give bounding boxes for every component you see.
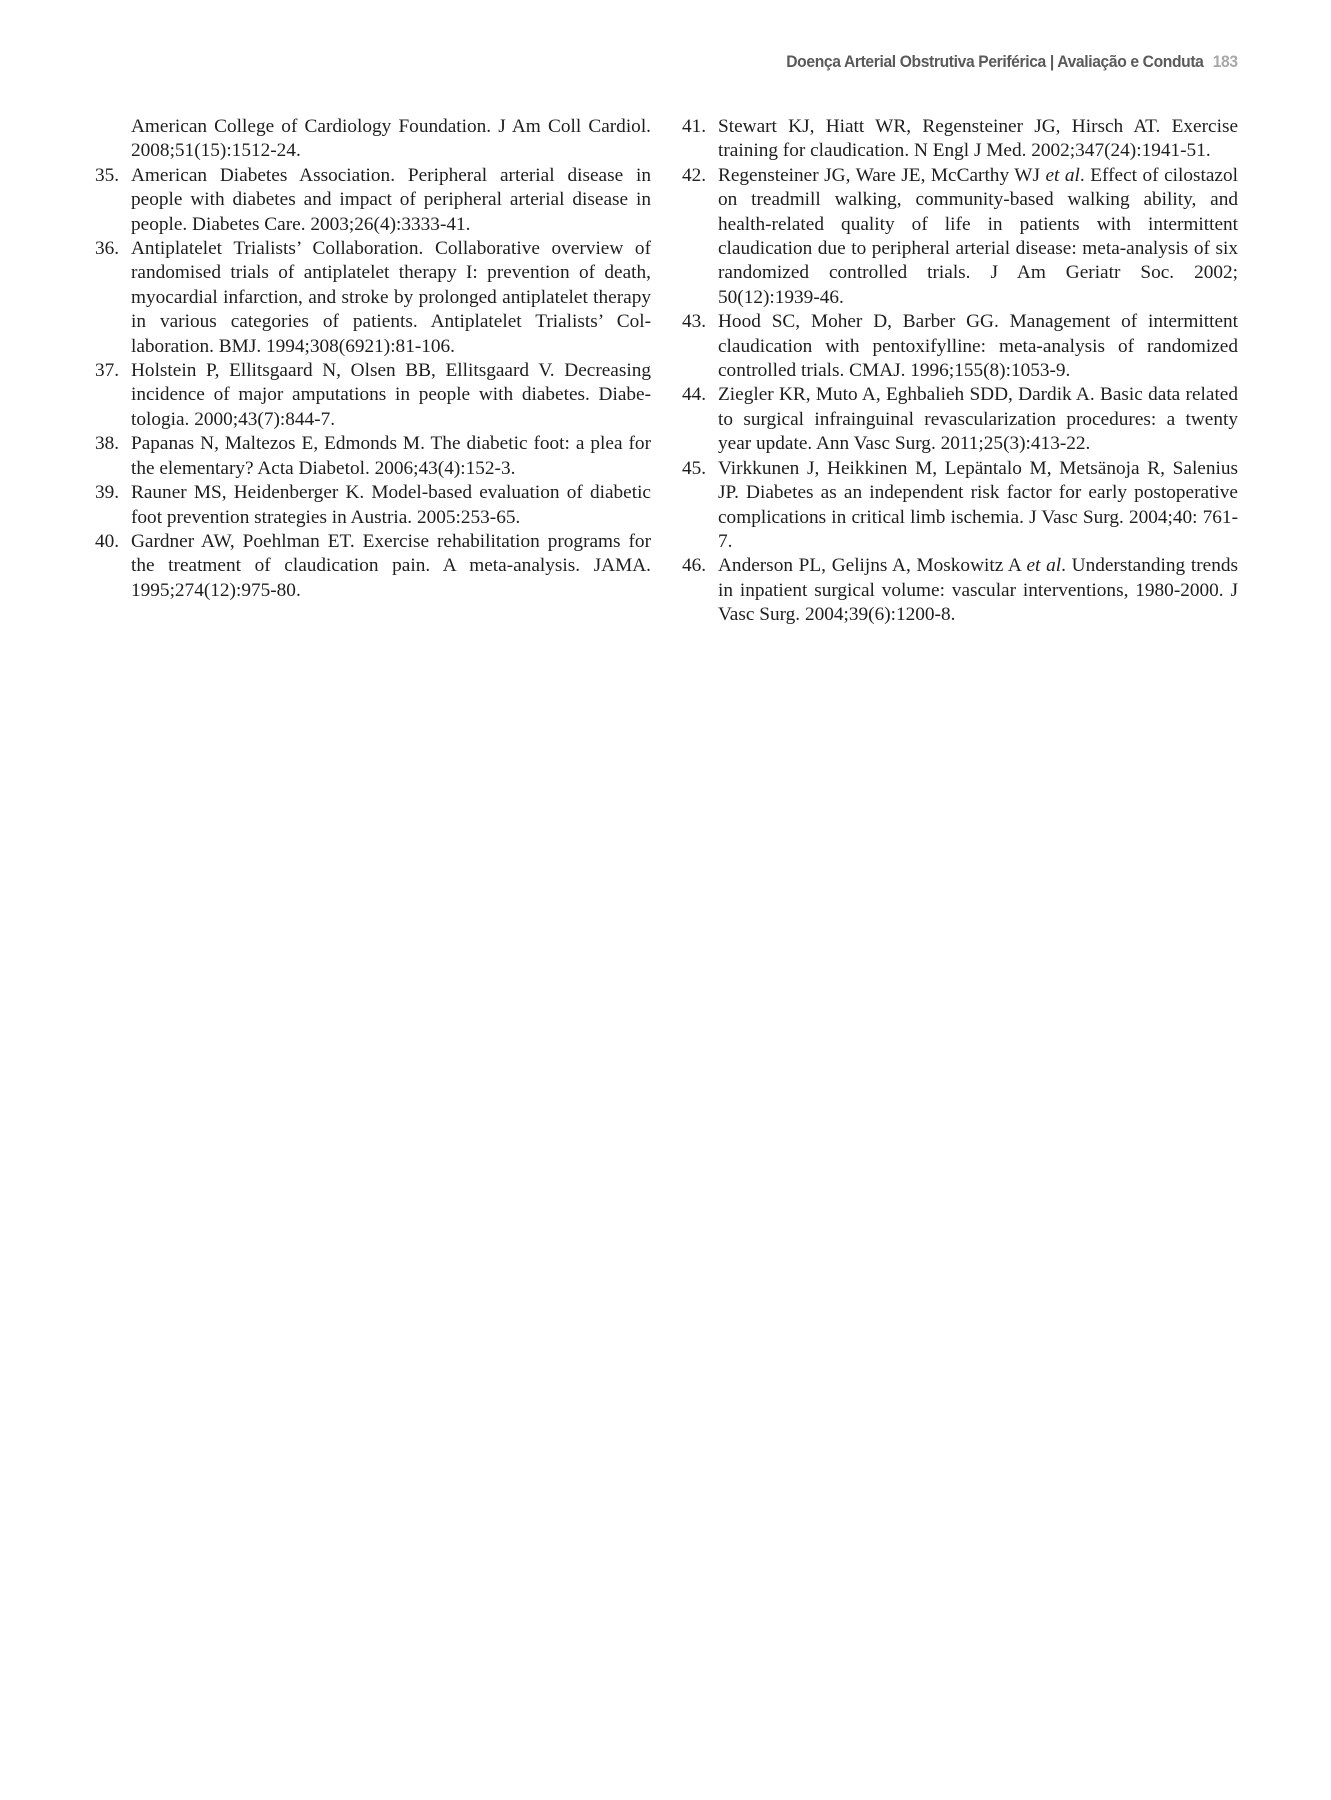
- reference-text: American College of Cardiology Foundation. J Am Coll Cardiol. 2008;51(15):1512-24.: [131, 116, 651, 162]
- reference-number: 44.: [682, 384, 707, 406]
- reference-item: [95, 359, 651, 432]
- reference-item: [95, 481, 651, 530]
- page-number: 183: [1213, 52, 1238, 71]
- reference-text: . Effect of cilostazol on treadmill walking, community-based walking ability, and health-related quality of life in patients with intermittent claudication due to peripheral arterial disease: meta-analysis of six randomized controlled trials. J Am Geriatr Soc. 2002; 50(12):1939-46.: [718, 164, 1238, 308]
- reference-italic: et al: [1045, 164, 1080, 186]
- reference-number: 40.: [95, 530, 120, 552]
- reference-item: [682, 164, 1238, 310]
- running-header: [787, 52, 1238, 72]
- reference-text: Virkkunen J, Heikkinen M, Lepäntalo M, Metsänoja R, Salenius JP. Diabetes as an independent risk factor for early postoperative complications in critical limb ischemia. J Vasc Surg. 2004;40: 761-7.: [718, 457, 1238, 552]
- reference-number: 37.: [95, 360, 120, 382]
- reference-item: [95, 237, 651, 359]
- reference-number: 35.: [95, 164, 120, 186]
- reference-item: [682, 554, 1238, 627]
- reference-number: 46.: [682, 555, 707, 577]
- references-column-left: [95, 115, 651, 603]
- reference-italic: et al: [1026, 555, 1062, 577]
- reference-item: [682, 310, 1238, 383]
- reference-text: Gardner AW, Poehlman ET. Exercise rehabilitation programs for the treatment of claudication pain. A meta-analysis. JAMA. 1995;274(12):975-80.: [131, 530, 651, 601]
- reference-item: [95, 432, 651, 481]
- reference-item: [95, 164, 651, 237]
- reference-text: Hood SC, Moher D, Barber GG. Management of intermittent claudication with pentoxifylline: meta-analysis of randomized controlled trials. CMAJ. 1996;155(8):1053-9.: [718, 311, 1238, 382]
- reference-text: . Understanding trends in inpatient surgical volume: vascular interventions, 1980-2000. J Vasc Surg. 2004;39(6):1200-8.: [718, 555, 1238, 626]
- reference-number: 41.: [682, 116, 707, 137]
- reference-number: 38.: [95, 433, 120, 455]
- reference-text: American Diabetes Association. Peripheral arterial disease in people with diabetes and impact of peripheral arterial disease in people. Diabetes Care. 2003;26(4):3333-41.: [131, 164, 651, 235]
- reference-number: 43.: [682, 311, 707, 333]
- reference-item: [682, 383, 1238, 456]
- reference-text: Rauner MS, Heidenberger K. Model-based evaluation of diabetic foot prevention strategies in Austria. 2005:253-65.: [131, 482, 651, 528]
- reference-text: Antiplatelet Trialists’ Collaboration. Collaborative overview of randomised trials of antiplatelet therapy I: prevention of death, myocardial infarction, and stroke by prolonged antiplatelet therapy in various categories of patients. Antiplatelet Trialists’ Collaboration. BMJ. 1994;308(6921):81-106.: [131, 238, 651, 357]
- reference-item: [95, 115, 651, 164]
- reference-item: [682, 115, 1238, 164]
- reference-text: Stewart KJ, Hiatt WR, Regensteiner JG, Hirsch AT. Exercise training for claudication. N Engl J Med. 2002;347(24):1941-51.: [718, 116, 1238, 162]
- reference-number: 45.: [682, 457, 707, 479]
- reference-text: Ziegler KR, Muto A, Eghbalieh SDD, Dardik A. Basic data related to surgical infrainguinal revascularization procedures: a twenty year update. Ann Vasc Surg. 2011;25(3):413-22.: [718, 384, 1238, 455]
- reference-text: Regensteiner JG, Ware JE, McCarthy WJ: [718, 164, 1046, 186]
- reference-item: [95, 530, 651, 603]
- reference-text: Holstein P, Ellitsgaard N, Olsen BB, Ellitsgaard V. Decreasing incidence of major amputations in people with diabetes. Diabetologia. 2000;43(7):844-7.: [131, 360, 651, 430]
- reference-text: Papanas N, Maltezos E, Edmonds M. The diabetic foot: a plea for the elementary? Acta Diabetol. 2006;43(4):152-3.: [131, 433, 651, 479]
- reference-text: Anderson PL, Gelijns A, Moskowitz A: [718, 555, 1027, 577]
- references-column-right: [682, 115, 1238, 628]
- reference-number: 36.: [95, 238, 120, 260]
- reference-number: 42.: [682, 164, 707, 186]
- reference-item: [682, 457, 1238, 555]
- chapter-title: Doença Arterial Obstrutiva Periférica | Avaliação e Conduta: [786, 52, 1204, 71]
- reference-number: 39.: [95, 482, 120, 504]
